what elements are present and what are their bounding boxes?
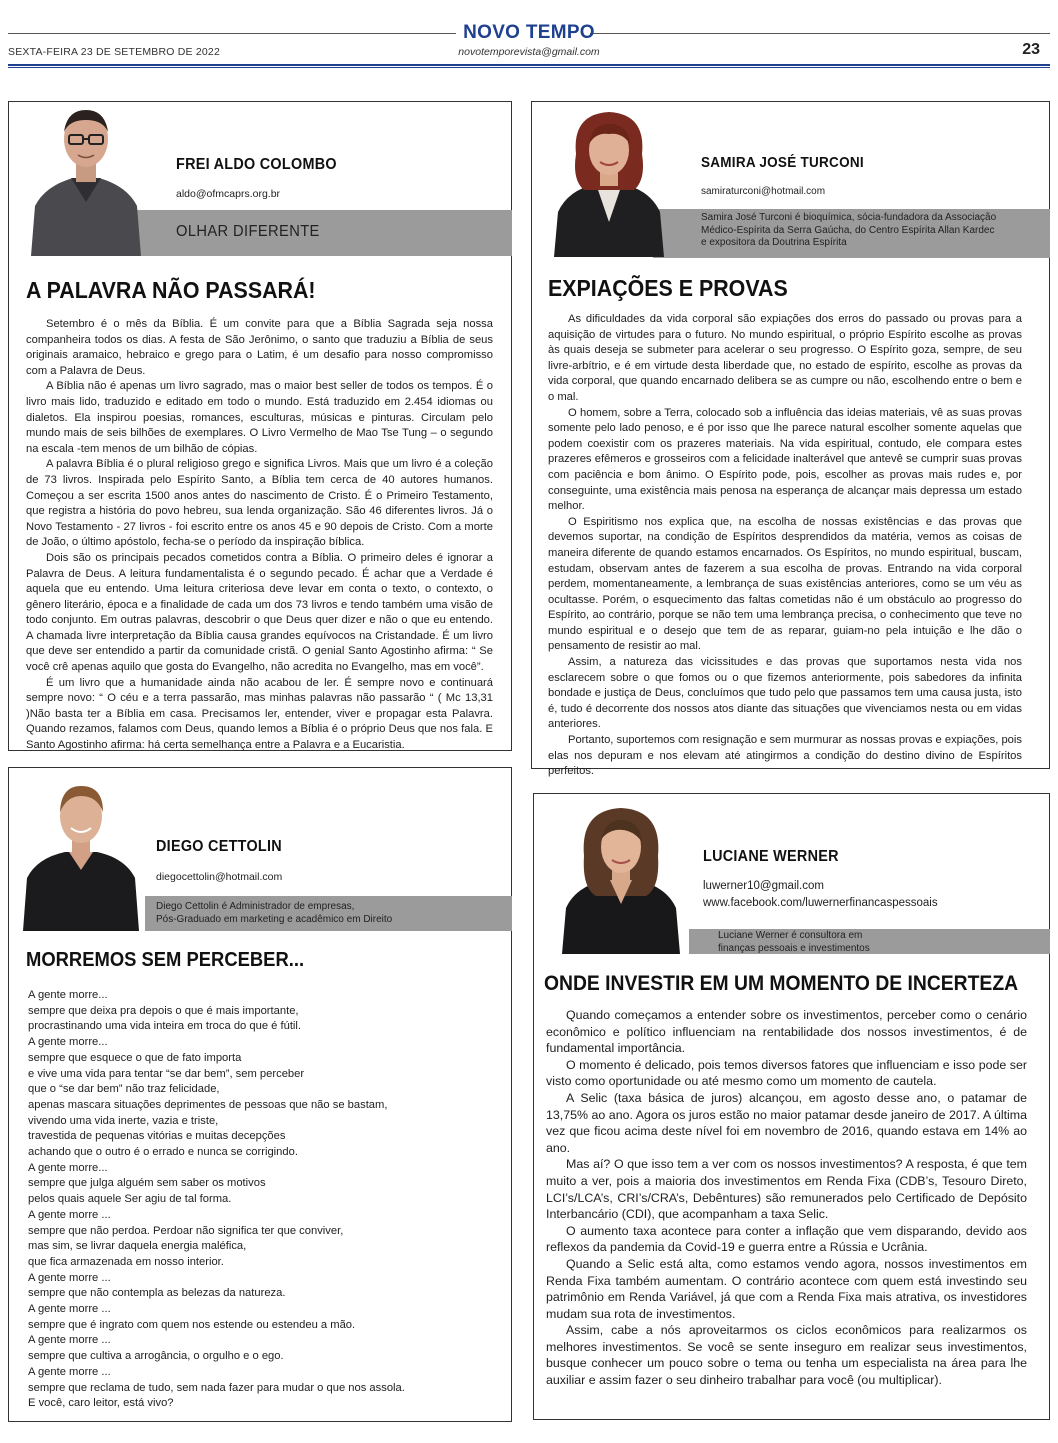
poem-line: A gente morre... xyxy=(28,1161,108,1174)
paragraph: As dificuldades da vida corporal são expiações dos erros do passado ou provas para a aquisição de virtudes para o futuro. No mundo espiritual, o próprio Espírito escolhe as provas às quais deseja se submeter para acelerar o seu progresso. O Espírito goza, sempre, de seu livre-arbítrio, e é em virtude desta liberdade que, no estado de espírito, escolhe as provas da vida corporal, que quando encarnado delibera se as cumpre ou não, escolhendo entre o bem e o mal. xyxy=(548,313,1022,403)
article-body xyxy=(548,312,1022,780)
bio-line: Diego Cettolin é Administrador de empresas, xyxy=(156,901,355,912)
paragraph: O Espiritismo nos explica que, na escolha de nossas existências e das provas que devemos suportar, na condição de Espíritos desprendidos da matéria, vemos as coisas de maneira diferente de quando estamos encarnados. Os Espíritos, no mundo espiritual, buscam, estudam, observam antes de fazerem a sua escolha de provas. Entrando na vida corporal perdem, momentaneamente, a lembrança de suas existências anteriores, como se um véu as ocultasse. Porém, o esquecimento das faltas cometidas não é um obstáculo ao progresso do Espírito, ao contrário, porque se não tem uma lembrança precisa, o conhecimento que teve no mundo espiritual e o desejo que tem de as reparar, guiam-no pela intuição e lhe dão o pensamento de resistir ao mal. xyxy=(548,515,1022,653)
author-bio: Samira José Turconi é bioquímica, sócia-fundadora da Associação Médico-Espírita da Serra Gaúcha, do Centro Espírita Allan Kardec e expositora da Doutrina Espírita xyxy=(701,212,997,248)
author-photo xyxy=(556,800,686,954)
poem-line: A gente morre ... xyxy=(28,1271,111,1284)
bio-line: Luciane Werner é consultora em xyxy=(718,930,863,941)
poem-line: sempre que reclama de tudo, sem nada fazer para mudar o que nos assola. xyxy=(28,1381,405,1394)
issue-date: SEXTA-FEIRA 23 DE SETEMBRO DE 2022 xyxy=(8,46,221,58)
poem-body xyxy=(28,988,498,1412)
author-photo-icon xyxy=(550,104,668,257)
poem-line: mas sim, se livrar daquela energia maléfica, xyxy=(28,1240,247,1253)
column-diego xyxy=(8,767,512,1422)
poem-line: A gente morre ... xyxy=(28,1208,111,1221)
author-name: FREI ALDO COLOMBO xyxy=(176,156,337,173)
author-name: DIEGO CETTOLIN xyxy=(156,838,282,855)
author-facebook-link[interactable]: www.facebook.com/luwernerfinancaspessoais xyxy=(703,897,938,909)
poem-line: A gente morre ... xyxy=(28,1303,111,1316)
article-body xyxy=(26,317,493,754)
masthead-rule-bottom xyxy=(8,64,1050,68)
author-email: aldo@ofmcaprs.org.br xyxy=(176,188,281,200)
article-headline: MORREMOS SEM PERCEBER... xyxy=(26,949,305,971)
column-frei-aldo xyxy=(8,101,512,751)
paragraph: Assim, a natureza das vicissitudes e das provas que suportamos nesta vida nos esclarecem sobre o que fomos ou o que fizemos anteriormente, pois sabedores da infinita bondade e justiça de Deus, concluímos que tudo pelo que passamos tem uma causa justa, isto é, tudo é decorrente dos nossos atos diante das situações que vivenciamos nesta ou em vidas anteriores. xyxy=(548,656,1022,731)
paragraph: O homem, sobre a Terra, colocado sob a influência das ideias materiais, vê as suas provas somente pelo lado penoso, e é por isso que lhe parece natural escolher somente aquelas que podem coexistir com os prazeres materiais. Na vida espiritual, contudo, ele compara estes prazeres efêmeros e grosseiros com a felicidade inalterável que antevê se cumprir suas provas com paciência e bom ânimo. O Espírito pode, pois, escolher as provas mais rudes e, por conseguinte, uma existência mais penosa na esperança de alcançar mais depressa um estado melhor. xyxy=(548,406,1022,513)
poem-line: procrastinando uma vida inteira em troca do que é fútil. xyxy=(28,1020,302,1033)
poem-line: sempre que esquece o que de fato importa xyxy=(28,1051,242,1064)
bio-line: Pós-Graduado em marketing e acadêmico em Direito xyxy=(156,913,393,925)
poem-line: E você, caro leitor, está vivo? xyxy=(28,1397,174,1410)
masthead xyxy=(0,0,1058,72)
paragraph: O aumento taxa acontece para conter a inflação que vem disparando, devido aos reflexos da pandemia da Covid-19 e guerra entre a Rússia e Ucrânia. xyxy=(546,1223,1027,1255)
paragraph: Quando começamos a entender sobre os investimentos, perceber como o cenário econômico e político influenciam na rentabilidade dos nossos investimentos, é de fundamental importância. xyxy=(546,1008,1027,1056)
poem-line: sempre que deixa pra depois o que é mais importante, xyxy=(28,1004,299,1017)
article-headline: ONDE INVESTIR EM UM MOMENTO DE INCERTEZA xyxy=(544,972,1019,995)
poem-line: A gente morre... xyxy=(28,1036,108,1049)
author-name: SAMIRA JOSÉ TURCONI xyxy=(701,154,864,171)
poem-line: A gente morre ... xyxy=(28,1334,111,1347)
author-photo xyxy=(23,102,149,256)
article-headline: EXPIAÇÕES E PROVAS xyxy=(548,275,788,301)
poem-line: pelos quais aquele Ser agiu de tal forma. xyxy=(28,1193,232,1206)
poem-line: sempre que é ingrato com quem nos estende ou estendeu a mão. xyxy=(28,1318,356,1331)
column-luciane xyxy=(533,793,1050,1420)
poem-line: sempre que não perdoa. Perdoar não significa ter que conviver, xyxy=(28,1224,344,1237)
author-photo-icon xyxy=(556,800,686,954)
author-bio xyxy=(718,930,1038,955)
author-photo xyxy=(550,104,668,257)
author-email: diegocettolin@hotmail.com xyxy=(156,871,283,883)
paragraph: A palavra Bíblia é o plural religioso grego e significa Livros. Mais que um livro é a coleção de 73 livros. Inspirada pelo Espírito Santo, a Bíblia tem cerca de 40 autores humanos. Começou a ser escrita 1500 anos antes do nascimento de Cristo. É o Primeiro Testamento, que registra a história do povo hebreu, sua lenda organização. São 46 diferentes livros. Já o Novo Testamento - 27 livros - foi escrito entre os anos 45 e 90 depois de Cristo. Com a morte de João, o último apóstolo, fecha-se o período da inspiração bíblica. xyxy=(26,458,493,549)
poem-line: achando que o outro é o errado e nunca se corrigindo. xyxy=(28,1146,298,1159)
paragraph: A Bíblia não é apenas um livro sagrado, mas o maior best seller de todos os tempos. É o livro mais lido, traduzido e editado em todo o mundo. Está traduzido em 2.454 idiomas ou dialetos. Ela inspirou poesias, romances, esculturas, músicas e pinturas. Circulam pelo mundo mais de seis bilhões de exemplares. O Livro Vermelho de Mao Tse Tung – o segundo na escala -tem menos de um bilhão de cópias. xyxy=(26,380,493,455)
paragraph: A Selic (taxa básica de juros) alcançou, em agosto desse ano, o patamar de 13,75% ao ano. Agora os juros estão no maior patamar desde janeiro de 2017. A última vez que ficou acima deste nível foi em novembro de 2016, quando estava em 14% ao ano. xyxy=(546,1090,1027,1155)
author-bio xyxy=(156,901,506,926)
article-headline: A PALAVRA NÃO PASSARÁ! xyxy=(26,277,316,303)
poem-line: que fica armazenada em nosso interior. xyxy=(28,1255,224,1268)
newspaper-brand: NOVO TEMPO xyxy=(463,22,595,43)
paragraph: Portanto, suportemos com resignação e sem murmurar as nossas provas e expiações, pois elas nos depuram e nos elevam até atingirmos a condição do destino divino de Espíritos perfeitos. xyxy=(548,734,1022,778)
poem-line: que o “se dar bem” não traz felicidade, xyxy=(28,1083,220,1096)
poem-line: e vive uma vida para tentar “se dar bem”, sem perceber xyxy=(28,1067,305,1080)
poem-line: apenas mascara situações deprimentes de pessoas que não se bastam, xyxy=(28,1098,388,1111)
poem-line: A gente morre ... xyxy=(28,1365,111,1378)
newspaper-email: novotemporevista@gmail.com xyxy=(458,46,600,58)
poem-line: sempre que julga alguém sem saber os motivos xyxy=(28,1177,266,1190)
poem-line: vivendo uma vida inerte, vazia e triste, xyxy=(28,1114,219,1127)
paragraph: É um livro que a humanidade ainda não acabou de ler. É sempre novo e continuará sempre novo: “ O céu e a terra passarão, mas minhas palavras não passarão “ ( Mc 13,31 )Não basta ter a Bíblia em casa. Precisamos ler, entender, viver e propagar esta Palavra. Quando rezamos, falamos com Deus, quando lemos a Bíblia é o próprio Deus que nos fala. E Santo Agostinho afirma: há certa semelhança entre a Palavra e a Eucaristia. xyxy=(26,676,493,752)
column-samira xyxy=(531,101,1050,778)
poem-line: travestida de pequenas vitórias e muitas decepções xyxy=(28,1130,286,1143)
paragraph: Quando a Selic está alta, como estamos vendo agora, nossos investimentos em Renda Fixa também aumentam. O contrário acontece com quem está investindo seu patrimônio em Renda Variável, já que com a Renda Fixa mais atrativa, os investidores mudam sua rota de investimentos. xyxy=(546,1256,1027,1321)
paragraph: Dois são os principais pecados cometidos contra a Bíblia. O primeiro deles é ignorar a Palavra de Deus. A leitura fundamentalista é o segundo pecado. É achar que a Verdade é aquela que eu entendo. Uma leitura criteriosa deve levar em conta o texto, o contexto, o gênero literário, época e a finalidade de cada um dos 73 livros e tendo também uma visão de todo conjunto. Em outras palavras, descobrir o que Deus quer dizer e não o que eu entendo. A chamada livre interpretação da Bíblia causa grandes equívocos na Cristandade. É um livro que deve ser entendido a partir da comunidade cristã. O genial Santo Agostinho afirma: “ Se você crê apenas aquilo que gosta do Evangelho, não acredita no Evangelho, mas em você”. xyxy=(26,551,493,674)
author-photo xyxy=(23,778,139,931)
section-label: OLHAR DIFERENTE xyxy=(176,223,320,240)
author-photo-icon xyxy=(23,102,149,256)
paragraph: O momento é delicado, pois temos diversos fatores que influenciam e isso pode ser visto como oportunidade ou até mesmo como um momento de cautela. xyxy=(546,1057,1027,1089)
paragraph: Assim, cabe a nós aproveitarmos os ciclos econômicos para realizarmos os melhores investimentos. Se você se sente inseguro em realizar seus investimentos, busque conhecer um pouco sobre o tema ou tenha um especialista na área para lhe auxiliar e assim fazer o seu dinheiro trabalhar para você (ou multiplicar). xyxy=(546,1323,1027,1388)
author-name: LUCIANE WERNER xyxy=(703,848,839,865)
paragraph: Setembro é o mês da Bíblia. É um convite para que a Bíblia Sagrada seja nossa companheira todos os dias. A festa de São Jerônimo, o santo que traduziu a Bíblia de seus originais aramaico, hebraico e grego para o Latim, é um desafio para nosso compromisso com a Palavra de Deus. xyxy=(26,318,493,377)
paragraph: Mas aí? O que isso tem a ver com os nossos investimentos? A resposta, é que tem muito a ver, pois a maioria dos investimentos em Renda Fixa (CDB’s, Tesouro Direto, LCI’s/LCA’s, CRI’s/CRA’s, Debêntures) são remunerados pelo Certificado de Depósito Interbancário (CDI), que acompanham a taxa Selic. xyxy=(546,1157,1027,1222)
article-body xyxy=(546,1007,1027,1389)
author-email: luwerner10@gmail.com xyxy=(703,880,824,892)
author-email: samiraturconi@hotmail.com xyxy=(701,186,826,197)
bio-line: finanças pessoais e investimentos xyxy=(718,942,870,954)
poem-line: sempre que cultiva a arrogância, o orgulho e o ego. xyxy=(28,1350,284,1363)
page-number: 23 xyxy=(1022,41,1040,58)
poem-line: A gente morre... xyxy=(28,989,108,1001)
author-photo-icon xyxy=(23,778,139,931)
poem-line: sempre que não contempla as belezas da natureza. xyxy=(28,1287,286,1300)
